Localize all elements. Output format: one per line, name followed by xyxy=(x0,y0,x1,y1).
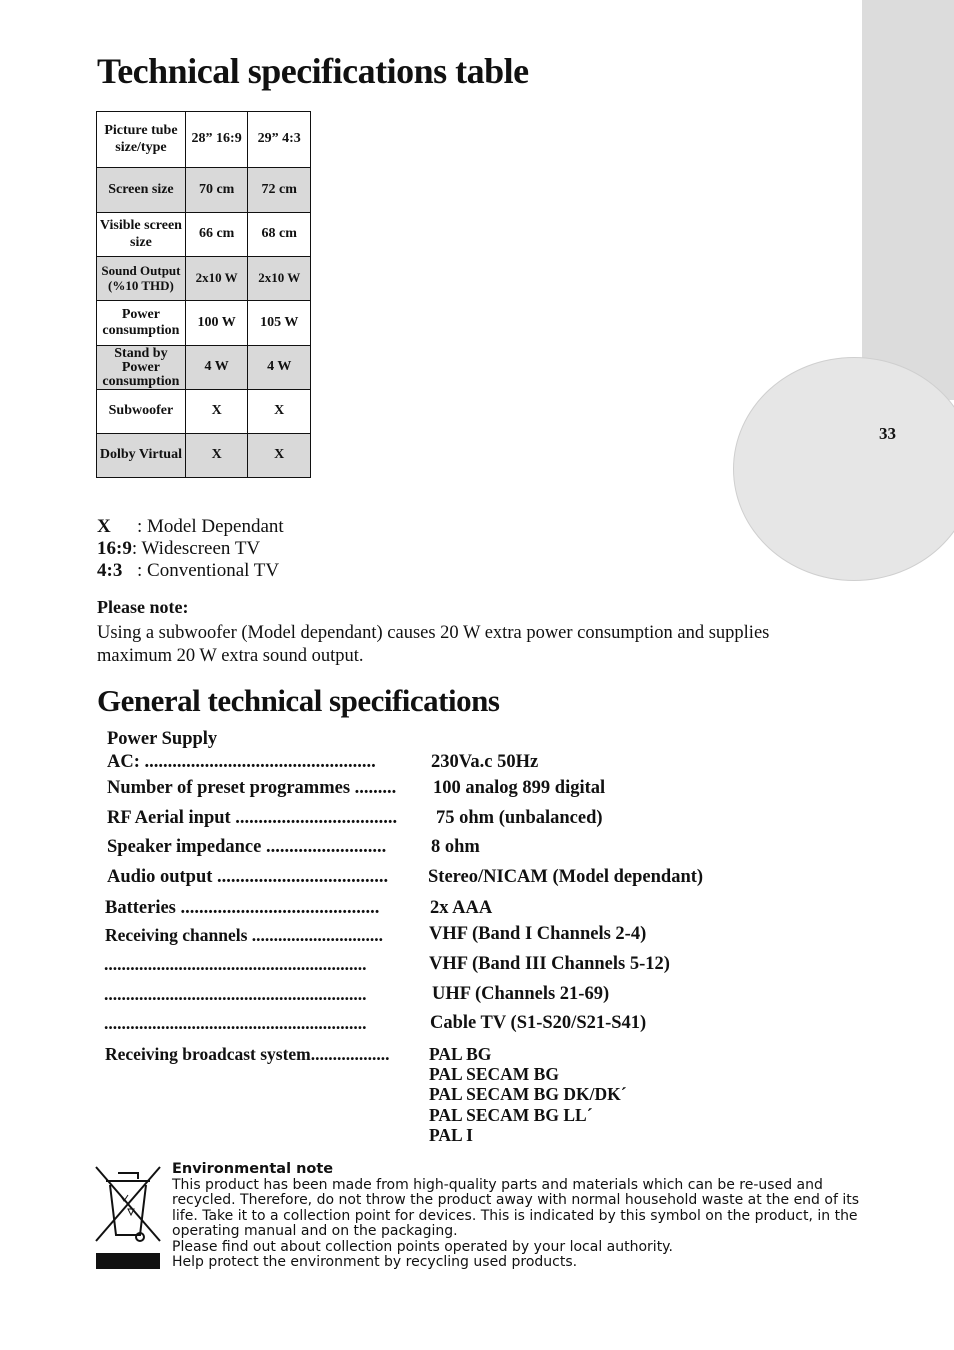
cell-value: 2x10 W xyxy=(248,257,311,301)
receiving-value: VHF (Band I Channels 2-4) xyxy=(429,924,647,944)
legend-item xyxy=(97,516,284,538)
cell-label: Dolby Virtual xyxy=(97,434,186,478)
broadcast-label: Receiving broadcast system.................. xyxy=(105,1044,390,1064)
env-text: Help protect the environment by recycling used products. xyxy=(172,1254,578,1270)
speaker-label: Speaker impedance .......................... xyxy=(107,837,387,857)
legend-key: 4:3 xyxy=(97,560,123,581)
cell-label: Sound Output (%10 THD) xyxy=(97,257,186,301)
env-title: Environmental note xyxy=(172,1161,334,1177)
cell-value: 70 cm xyxy=(185,168,248,213)
spec-table xyxy=(96,111,311,478)
note-heading: Please note: xyxy=(97,597,189,617)
receiving-value: VHF (Band III Channels 5-12) xyxy=(429,954,670,974)
cell-value: X xyxy=(248,390,311,434)
legend-key: X xyxy=(97,516,111,537)
legend xyxy=(97,516,284,582)
cell-value: 4 W xyxy=(248,346,311,390)
cell-label: Subwoofer xyxy=(97,390,186,434)
ac-label: AC: .................................................. xyxy=(107,752,376,772)
receiving-label: Receiving channels .............................. xyxy=(105,925,384,945)
dots-line: ............................................................ xyxy=(104,984,367,1004)
legend-item xyxy=(97,560,284,582)
legend-desc: : Widescreen TV xyxy=(131,538,261,559)
cell-value: X xyxy=(185,434,248,478)
cell-value: 68 cm xyxy=(248,213,311,257)
broadcast-value: PAL SECAM BG xyxy=(429,1064,559,1084)
side-tab xyxy=(862,0,954,400)
ac-value: 230Va.c 50Hz xyxy=(431,752,539,772)
legend-desc: : Conventional TV xyxy=(137,560,280,581)
env-text: Please find out about collection points operated by your local authority. xyxy=(172,1238,673,1255)
cell-label: Picture tube size/type xyxy=(97,112,186,168)
table-row xyxy=(97,112,311,168)
cell-value: X xyxy=(248,434,311,478)
table-row xyxy=(97,434,311,478)
broadcast-value: PAL SECAM BG LL´ xyxy=(429,1105,593,1125)
preset-label: Number of preset programmes ......... xyxy=(107,778,397,798)
cell-value: 4 W xyxy=(185,346,248,390)
env-text: This product has been made from high-quality parts and materials which can be re-used and recycled. Therefore, do not throw the product away with normal household waste at the end of its life. Take it to a collection point for devices. This is indicated by this symbol on the product, in the operating manual and on the packaging. xyxy=(172,1176,860,1239)
speaker-value: 8 ohm xyxy=(431,837,480,857)
page-number: 33 xyxy=(879,424,896,443)
broadcast-value: PAL BG xyxy=(429,1044,492,1064)
dots-line: ............................................................ xyxy=(104,954,367,974)
table-row xyxy=(97,390,311,434)
preset-value: 100 analog 899 digital xyxy=(433,778,606,798)
weee-bin-icon xyxy=(94,1165,162,1271)
cell-value: 28” 16:9 xyxy=(185,112,248,168)
cell-label: Screen size xyxy=(97,168,186,213)
table-row xyxy=(97,257,311,301)
cell-value: 2x10 W xyxy=(185,257,248,301)
environmental-note xyxy=(172,1162,884,1271)
table-row xyxy=(97,301,311,346)
cell-value: 72 cm xyxy=(248,168,311,213)
note-text: Using a subwoofer (Model dependant) causes 20 W extra power consumption and supplies maximum 20 W extra sound output. xyxy=(97,623,770,666)
page-number-circle xyxy=(733,357,954,581)
cell-label: Power consumption xyxy=(97,301,186,346)
rf-value: 75 ohm (unbalanced) xyxy=(436,808,603,828)
table-row xyxy=(97,346,311,390)
section-title-general: General technical specifications xyxy=(97,683,500,718)
cell-value: 105 W xyxy=(248,301,311,346)
table-row xyxy=(97,213,311,257)
batteries-value: 2x AAA xyxy=(430,898,493,918)
receiving-value: Cable TV (S1-S20/S21-S41) xyxy=(430,1013,647,1033)
cell-value: 100 W xyxy=(185,301,248,346)
audio-label: Audio output ..................................... xyxy=(107,867,389,887)
dots-line: ............................................................ xyxy=(104,1013,367,1033)
section-title-spec-table: Technical specifications table xyxy=(97,51,529,91)
power-supply-label: Power Supply xyxy=(107,729,218,749)
legend-key: 16:9 xyxy=(97,538,132,559)
cell-label: Stand by Power consumption xyxy=(97,346,186,390)
cell-label: Visible screen size xyxy=(97,213,186,257)
batteries-label: Batteries ........................................... xyxy=(105,898,380,918)
audio-value: Stereo/NICAM (Model dependant) xyxy=(428,867,704,887)
table-row xyxy=(97,168,311,213)
broadcast-value: PAL I xyxy=(429,1125,473,1145)
receiving-value: UHF (Channels 21-69) xyxy=(432,984,610,1004)
legend-desc: : Model Dependant xyxy=(137,516,284,537)
cell-value: X xyxy=(185,390,248,434)
cell-value: 29” 4:3 xyxy=(248,112,311,168)
cell-value: 66 cm xyxy=(185,213,248,257)
legend-item xyxy=(97,538,284,560)
rf-label: RF Aerial input ................................... xyxy=(107,808,398,828)
broadcast-value: PAL SECAM BG DK/DK´ xyxy=(429,1084,627,1104)
